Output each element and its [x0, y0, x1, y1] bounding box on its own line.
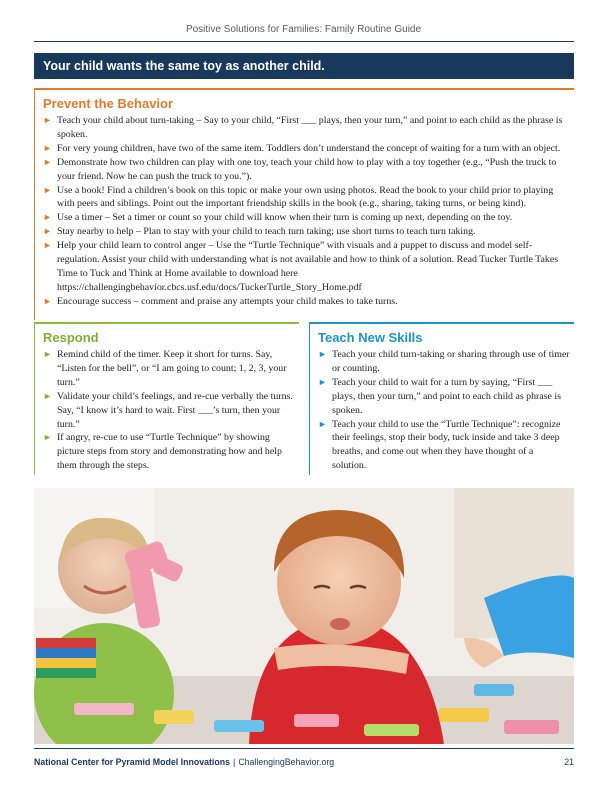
bullet-arrow-icon: ► — [43, 115, 52, 125]
list-item: ► Use a book! Find a children’s book on this topic or make your own using photos. Read the book to your child prior to playing with peers and siblings. Point out the important friendship skills in the book (e.g., sharing, taking turns, or being kind). — [43, 184, 554, 210]
list-item: ► Teach your child about turn-taking – Say to your child, “First ___ plays, then your turn,” and point to each child as the phrase is spoken. — [43, 115, 563, 140]
respond-list — [43, 348, 295, 473]
teach-section — [309, 322, 574, 475]
bullet-arrow-icon: ► — [43, 226, 52, 237]
footer-rule — [34, 748, 574, 749]
footer-separator: | — [233, 757, 236, 767]
list-item: ► Demonstrate how two children can play with one toy, teach your child how to play with a toy together (e.g., “Push the truck to your friend. Now he can push the truck to you.”). — [43, 156, 557, 182]
bullet-arrow-icon: ► — [43, 295, 52, 306]
respond-title: Respond — [43, 330, 99, 345]
list-item: ► Teach your child to wait for a turn by saying, “First ___ plays, then your turn,” and point to each child as phrase is spoken. — [318, 376, 561, 416]
bullet-arrow-icon: ► — [43, 184, 52, 195]
list-item: ► If angry, re-cue to use “Turtle Technique” by showing picture steps from story and demonstrating how and help them through the steps. — [43, 432, 282, 472]
list-item: ► Teach your child to use the “Turtle Technique”: recognize their feelings, stop their body, tuck inside and take 3 deep breaths, and come out when they have thought of a solution. — [318, 418, 561, 472]
page-number: 21 — [564, 757, 574, 767]
bullet-arrow-icon: ► — [43, 390, 52, 401]
list-item: ► For very young children, have two of the same item. Toddlers don’t understand the concept of waiting for a turn with an object. — [43, 142, 561, 154]
bullet-arrow-icon: ► — [318, 349, 327, 359]
title-bar: Your child wants the same toy as another child. — [34, 53, 574, 79]
list-item: ► Encourage success – comment and praise any attempts your child makes to take turns. — [43, 295, 398, 307]
photo-illustration — [34, 488, 574, 744]
list-item: ► Help your child learn to control anger – Use the “Turtle Technique” with visuals and a puppet to discuss and model self-regulation. Assist your child with understanding what is not available and how to think of a solution. Read Tucker Turtle Takes Time to Tuck and Think at Home available to download here https://challengingbehavior.cbcs.usf.edu/docs/TuckerTurtle_Story_Home.pdf — [43, 240, 559, 293]
list-item: ► Stay nearby to help – Plan to stay with your child to teach turn taking; use short turns to teach turn taking. — [43, 226, 476, 238]
respond-section — [34, 322, 299, 475]
bullet-arrow-icon: ► — [318, 418, 327, 429]
footer-org: National Center for Pyramid Model Innovations — [34, 757, 231, 767]
bullet-arrow-icon: ► — [43, 156, 52, 167]
footer — [34, 757, 574, 767]
bullet-arrow-icon: ► — [43, 349, 52, 359]
children-toys-photo — [34, 488, 574, 744]
bullet-arrow-icon: ► — [43, 212, 52, 223]
stacked-blocks — [36, 638, 96, 678]
bullet-arrow-icon: ► — [43, 432, 52, 443]
list-item: ► Remind child of the timer. Keep it short for turns. Say, “Listen for the bell”, or “I am going to count; 1, 2, 3, your turn.” — [43, 349, 287, 388]
prevent-list — [43, 114, 570, 309]
prevent-title: Prevent the Behavior — [43, 96, 174, 111]
teach-list — [318, 348, 570, 473]
prevent-section — [34, 88, 574, 320]
list-item: ► Validate your child’s feelings, and re-cue verbally the turns. Say, “I know it’s hard to wait. First ___’s turn, then your turn.” — [43, 390, 293, 430]
running-header: Positive Solutions for Families: Family Routine Guide — [185, 24, 422, 35]
bullet-arrow-icon: ► — [43, 142, 52, 153]
list-item: ► Use a timer – Set a timer or count so your child will know when their turn is coming up next, depending on the toy. — [43, 212, 513, 224]
footer-site: ChallengingBehavior.org — [238, 757, 335, 767]
bullet-arrow-icon: ► — [318, 376, 327, 387]
teach-title: Teach New Skills — [318, 330, 423, 345]
list-item: ► Teach your child turn-taking or sharing through use of timer or counting. — [318, 349, 570, 374]
header-rule — [34, 41, 574, 42]
bullet-arrow-icon: ► — [43, 240, 52, 251]
